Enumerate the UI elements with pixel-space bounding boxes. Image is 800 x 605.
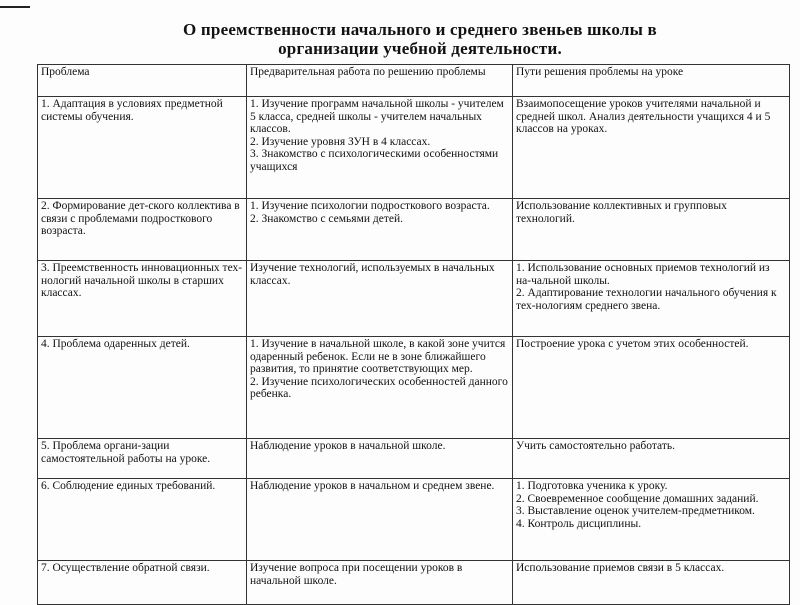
problem-cell: 2. Формирование дет-ского коллектива в связи с проблемами подросткового возраста. xyxy=(38,199,247,261)
preparatory-work-cell xyxy=(247,439,513,479)
preparatory-work-item: Наблюдение уроков в начальной школе. xyxy=(250,440,446,452)
solution-item: Взаимопосещение уроков учителями начальной и средней школ. Анализ деятельности учащихся 4 и 5 классов на уроках. xyxy=(516,98,771,136)
header-solutions: Пути решения проблемы на уроке xyxy=(513,65,790,97)
preparatory-work-item: Изучение технологий, используемых в начальных классах. xyxy=(250,262,495,287)
table-row xyxy=(38,337,790,439)
preparatory-work-item: 3. Знакомство с психологическими особенностями учащихся xyxy=(250,148,499,173)
table-row xyxy=(38,561,790,605)
table-header-row xyxy=(38,65,790,97)
table-row xyxy=(38,261,790,337)
solution-item: Использование приемов связи в 5 классах. xyxy=(516,562,725,574)
problem-cell: 4. Проблема одаренных детей. xyxy=(38,337,247,439)
corner-decoration xyxy=(0,6,30,8)
solution-item: 1. Подготовка ученика к уроку. xyxy=(516,480,668,492)
solution-cell xyxy=(513,479,790,561)
solution-item: Построение урока с учетом этих особенностей. xyxy=(516,338,749,350)
solution-item: 1. Использование основных приемов технологий из на-чальной школы. xyxy=(516,262,770,287)
table-row xyxy=(38,479,790,561)
preparatory-work-cell xyxy=(247,479,513,561)
table-row xyxy=(38,97,790,199)
preparatory-work-cell xyxy=(247,561,513,605)
preparatory-work-cell xyxy=(247,97,513,199)
preparatory-work-cell xyxy=(247,199,513,261)
solution-cell xyxy=(513,199,790,261)
preparatory-work-cell xyxy=(247,337,513,439)
problem-cell: 3. Преемственность инновационных тех-нологий начальной школы в старших классах. xyxy=(38,261,247,337)
problem-cell: 1. Адаптация в условиях предметной системы обучения. xyxy=(38,97,247,199)
solution-item: 2. Адаптирование технологии начального обучения к тех-нологиям среднего звена. xyxy=(516,287,777,312)
preparatory-work-item: 1. Изучение психологии подросткового возраста. xyxy=(250,200,490,212)
solution-cell xyxy=(513,439,790,479)
preparatory-work-cell xyxy=(247,261,513,337)
preparatory-work-item: Наблюдение уроков в начальном и среднем звене. xyxy=(250,480,495,492)
solution-cell xyxy=(513,561,790,605)
solution-item: 2. Своевременное сообщение домашних заданий. xyxy=(516,492,759,505)
page-title xyxy=(80,20,760,58)
solution-item: 4. Контроль дисциплины. xyxy=(516,517,642,530)
solution-cell xyxy=(513,261,790,337)
preparatory-work-item: 2. Знакомство с семьями детей. xyxy=(250,212,403,225)
problem-cell: 6. Соблюдение единых требований. xyxy=(38,479,247,561)
problem-cell: 5. Проблема органи-зации самостоятельной работы на уроке. xyxy=(38,439,247,479)
continuity-table xyxy=(37,64,790,605)
preparatory-work-item: 1. Изучение программ начальной школы - учителем 5 класса, средней школы - учителем начальных классов. xyxy=(250,98,504,136)
header-preparatory-work: Предварительная работа по решению проблемы xyxy=(247,65,513,97)
table-row xyxy=(38,199,790,261)
solution-item: Использование коллективных и групповых технологий. xyxy=(516,200,727,225)
title-line-1: О преемственности начального и среднего звеньев школы в xyxy=(183,20,657,39)
preparatory-work-item: Изучение вопроса при посещении уроков в начальной школе. xyxy=(250,562,463,587)
table-row xyxy=(38,439,790,479)
solution-item: 3. Выставление оценок учителем-предметником. xyxy=(516,505,755,518)
preparatory-work-item: 1. Изучение в начальной школе, в какой зоне учится одаренный ребенок. Если не в зоне ближайшего развития, то принятие соответствующих мер. xyxy=(250,338,506,376)
solution-cell xyxy=(513,337,790,439)
solution-item: Учить самостоятельно работать. xyxy=(516,440,676,452)
header-problem: Проблема xyxy=(38,65,247,97)
solution-cell xyxy=(513,97,790,199)
preparatory-work-item: 2. Изучение уровня ЗУН в 4 классах. xyxy=(250,135,431,148)
title-line-2: организации учебной деятельности. xyxy=(278,39,562,58)
preparatory-work-item: 2. Изучение психологических особенностей данного ребенка. xyxy=(250,375,508,401)
problem-cell: 7. Осуществление обратной связи. xyxy=(38,561,247,605)
